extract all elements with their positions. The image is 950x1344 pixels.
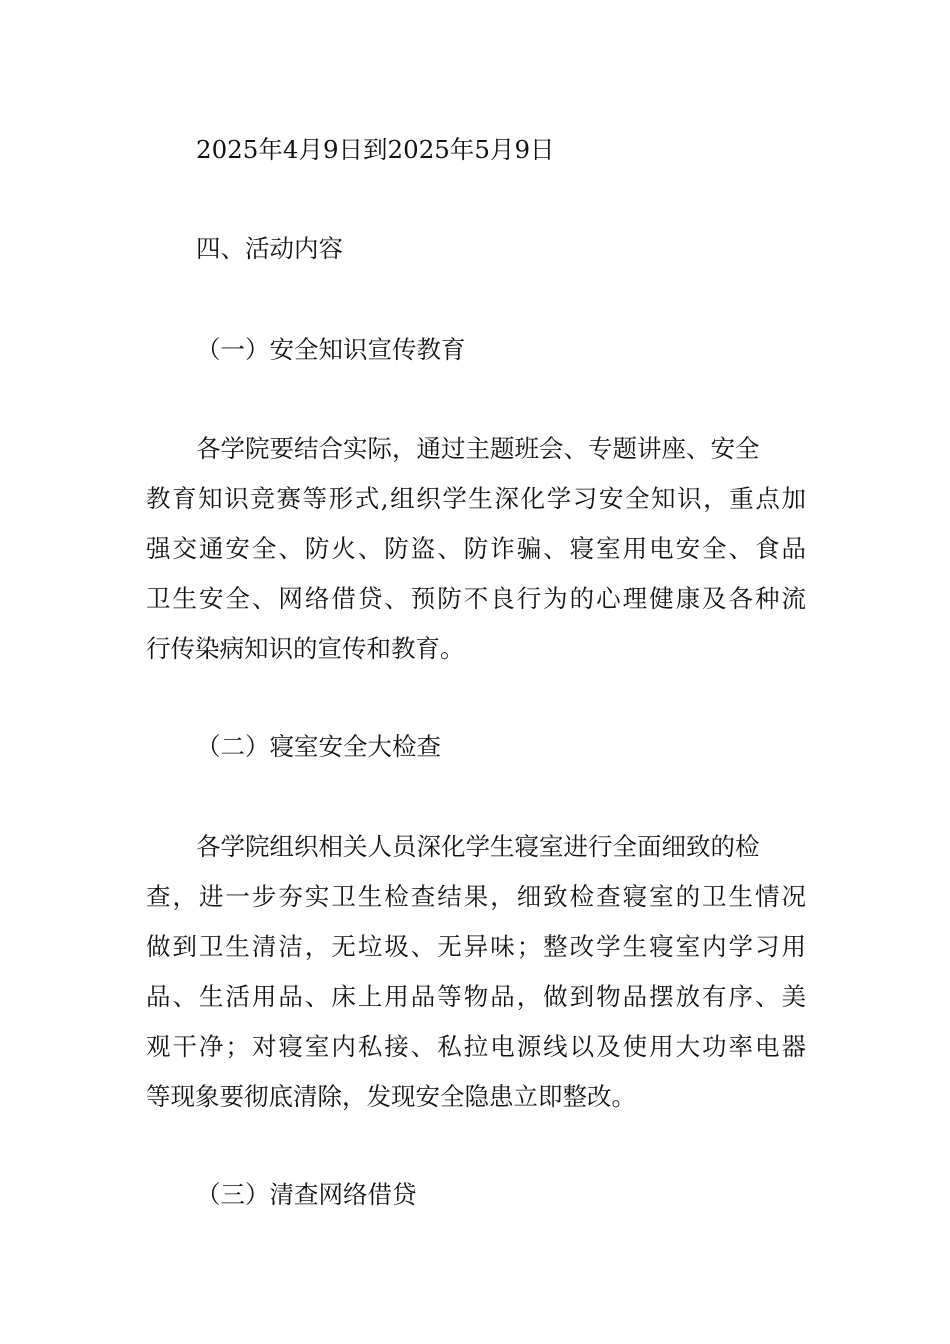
subsection-title-online-loans: （三）清查网络借贷 <box>196 1180 417 1209</box>
paragraph-line: 等现象要彻底清除，发现安全隐患立即整改。 <box>146 1082 636 1111</box>
subsection-title-safety-education: （一）安全知识宣传教育 <box>196 335 466 364</box>
date-range: 2025年4月9日到2025年5月9日 <box>196 135 555 164</box>
paragraph-line: 做到卫生清洁，无垃圾、无异味；整改学生寝室内学习用 <box>146 932 806 961</box>
paragraph-line: 行传染病知识的宣传和教育。 <box>146 634 465 663</box>
paragraph-line: 强交通安全、防火、防盗、防诈骗、寝室用电安全、食品 <box>146 534 806 563</box>
paragraph-line: 查，进一步夯实卫生检查结果，细致检查寝室的卫生情况 <box>146 882 806 911</box>
paragraph-line: 品、生活用品、床上用品等物品，做到物品摆放有序、美 <box>146 982 806 1011</box>
subsection-title-dorm-inspection: （二）寝室安全大检查 <box>196 732 441 761</box>
paragraph-line: 各学院要结合实际，通过主题班会、专题讲座、安全 <box>196 434 760 463</box>
paragraph-line: 教育知识竞赛等形式,组织学生深化学习安全知识，重点加 <box>146 484 806 513</box>
paragraph-line: 各学院组织相关人员深化学生寝室进行全面细致的检 <box>196 832 760 861</box>
paragraph-line: 观干净；对寝室内私接、私拉电源线以及使用大功率电器 <box>146 1032 806 1061</box>
paragraph-line: 卫生安全、网络借贷、预防不良行为的心理健康及各种流 <box>146 584 806 613</box>
section-title-activity-content: 四、活动内容 <box>196 234 343 263</box>
